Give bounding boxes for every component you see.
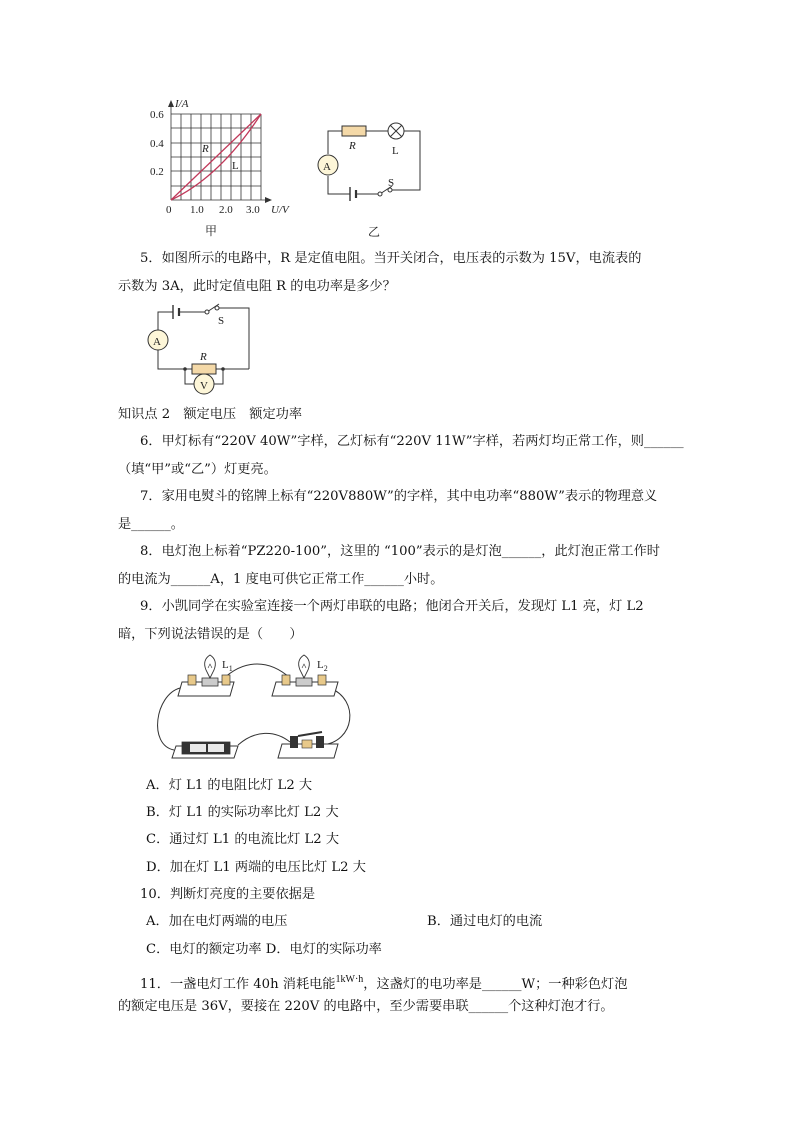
q9-option-a: A．灯 L1 的电阻比灯 L2 大 xyxy=(146,778,313,793)
q5-line-1: 5．如图所示的电路中，R 是定值电阻。当开关闭合，电压表的示数为 15V，电流表的 xyxy=(140,251,642,266)
q9-option-d: D．加在灯 L1 两端的电压比灯 L2 大 xyxy=(146,860,366,875)
y-tick-label: 0.6 xyxy=(150,109,164,121)
q11-line-2: 的额定电压是 36V，要接在 220V 的电路中，至少需要串联______个这种灯泡才行。 xyxy=(118,999,614,1014)
q10-option-b: B．通过电灯的电流 xyxy=(427,914,543,929)
switch-label: S xyxy=(218,315,225,327)
q11-text-end: ，这盏灯的电功率是______W；一种彩色灯泡 xyxy=(363,977,628,992)
ammeter-label: A xyxy=(323,161,331,173)
curve-label-l: L xyxy=(232,160,239,172)
circuit-q5-figure xyxy=(145,303,285,398)
x-tick-label: 2.0 xyxy=(219,204,233,216)
x-axis-label: U/V xyxy=(271,204,289,216)
q6-line-1: 6．甲灯标有“220V 40W”字样，乙灯标有“220V 11W”字样，若两灯均正常工作，则______ xyxy=(140,434,684,449)
resistor-r-symbol xyxy=(192,364,216,374)
q10-stem: 10．判断灯亮度的主要依据是 xyxy=(140,887,316,902)
lamp-label: L xyxy=(392,145,399,157)
figure-caption-jia: 甲 xyxy=(205,224,218,238)
x-tick-label: 1.0 xyxy=(190,204,204,216)
switch-s-symbol xyxy=(205,310,209,314)
lamp-l2-board xyxy=(272,655,338,696)
resistor-r-symbol xyxy=(342,126,366,136)
q10-option-cd: C．电灯的额定功率 D．电灯的实际功率 xyxy=(146,942,382,957)
switch-label: S xyxy=(388,177,395,189)
lamp-l1-label: $L_1$ xyxy=(222,659,233,673)
q11-line-1 xyxy=(140,971,627,994)
q6-line-2: （填“甲”或“乙”）灯更亮。 xyxy=(118,462,277,477)
q9-option-b: B．灯 L1 的实际功率比灯 L2 大 xyxy=(146,805,339,820)
y-tick-label: 0.4 xyxy=(150,138,164,150)
iu-graph-figure xyxy=(140,92,320,242)
series-lamps-figure xyxy=(150,650,360,768)
curve-label-r: R xyxy=(202,143,209,155)
q5-line-2: 示数为 3A，此时定值电阻 R 的电功率是多少？ xyxy=(118,279,396,294)
y-tick-label: 0.2 xyxy=(150,166,164,178)
lamp-l2-label: $L_2$ xyxy=(317,659,328,673)
battery-holder xyxy=(172,742,238,758)
q8-line-1: 8．电灯泡上标着“PZ220-100”，这里的 “100”表示的是灯泡______，此灯泡正常工作时 xyxy=(140,544,660,559)
resistor-label: R xyxy=(349,140,356,152)
x-tick-label: 3.0 xyxy=(246,204,260,216)
q7-line-1: 7．家用电熨斗的铭牌上标有“220V880W”的字样，其中电功率“880W”表示的物理意义 xyxy=(140,489,658,504)
circuit-yi-figure xyxy=(312,116,432,244)
y-axis-label: I/A xyxy=(175,98,189,110)
q9-line-1: 9．小凯同学在实验室连接一个两灯串联的电路；他闭合开关后，发现灯 L1 亮，灯 L2 xyxy=(140,599,644,614)
section-heading: 知识点 2 额定电压 额定功率 xyxy=(118,407,303,422)
voltmeter-label: V xyxy=(200,380,208,392)
q7-line-2: 是______。 xyxy=(118,517,184,532)
switch-board xyxy=(278,732,338,758)
q9-line-2: 暗，下列说法错误的是（ ） xyxy=(118,627,303,642)
x-tick-label: 0 xyxy=(166,204,172,216)
figure-caption-yi: 乙 xyxy=(368,225,381,239)
ammeter-label: A xyxy=(153,336,161,348)
switch-s-symbol xyxy=(378,192,382,196)
q10-option-a: A．加在电灯两端的电压 xyxy=(146,914,288,929)
q11-text-start: 11．一盏电灯工作 40h 消耗电能 xyxy=(140,977,336,992)
resistor-label: R xyxy=(200,351,207,363)
q9-option-c: C．通过灯 L1 的电流比灯 L2 大 xyxy=(146,832,340,847)
q8-line-2: 的电流为______A，1 度电可供它正常工作______小时。 xyxy=(118,572,444,587)
energy-value: 1kW·h xyxy=(335,974,364,985)
